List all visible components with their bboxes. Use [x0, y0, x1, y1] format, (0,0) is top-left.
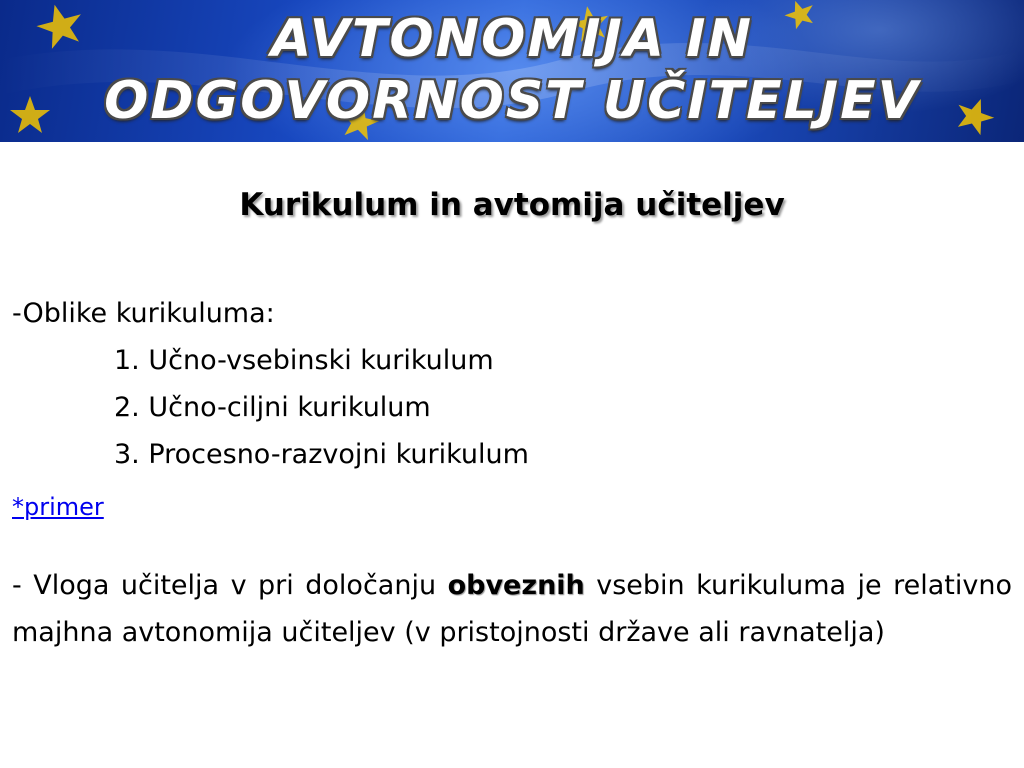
example-link-line: [12, 490, 1012, 524]
curriculum-form-item: 3. Procesno-razvojni kurikulum: [114, 439, 529, 470]
paragraph-bold-word: obveznih: [447, 570, 585, 601]
slide-title-line-1: AVTONOMIJA IN: [270, 9, 753, 69]
paragraph-text-end: vsebin kurikuluma je relativno majhna avtonomija učiteljev (v pristojnosti države ali ravnatelja): [12, 570, 1012, 648]
teacher-role-paragraph: [12, 562, 1012, 656]
title-banner: [0, 0, 1024, 142]
paragraph-text-start: - Vloga učitelja v pri določanju: [12, 570, 448, 601]
slide-body: [12, 290, 1012, 656]
slide-title: [0, 8, 1024, 132]
curriculum-form-item: 2. Učno-ciljni kurikulum: [114, 392, 431, 423]
slide-title-line-2: ODGOVORNOST UČITELJEV: [104, 71, 920, 131]
example-link[interactable]: *primer: [12, 493, 104, 521]
slide-subtitle: Kurikulum in avtomija učiteljev: [239, 187, 785, 223]
curriculum-form-item: 1. Učno-vsebinski kurikulum: [114, 345, 494, 376]
curriculum-forms-heading: -Oblike kurikuluma:: [12, 298, 275, 329]
